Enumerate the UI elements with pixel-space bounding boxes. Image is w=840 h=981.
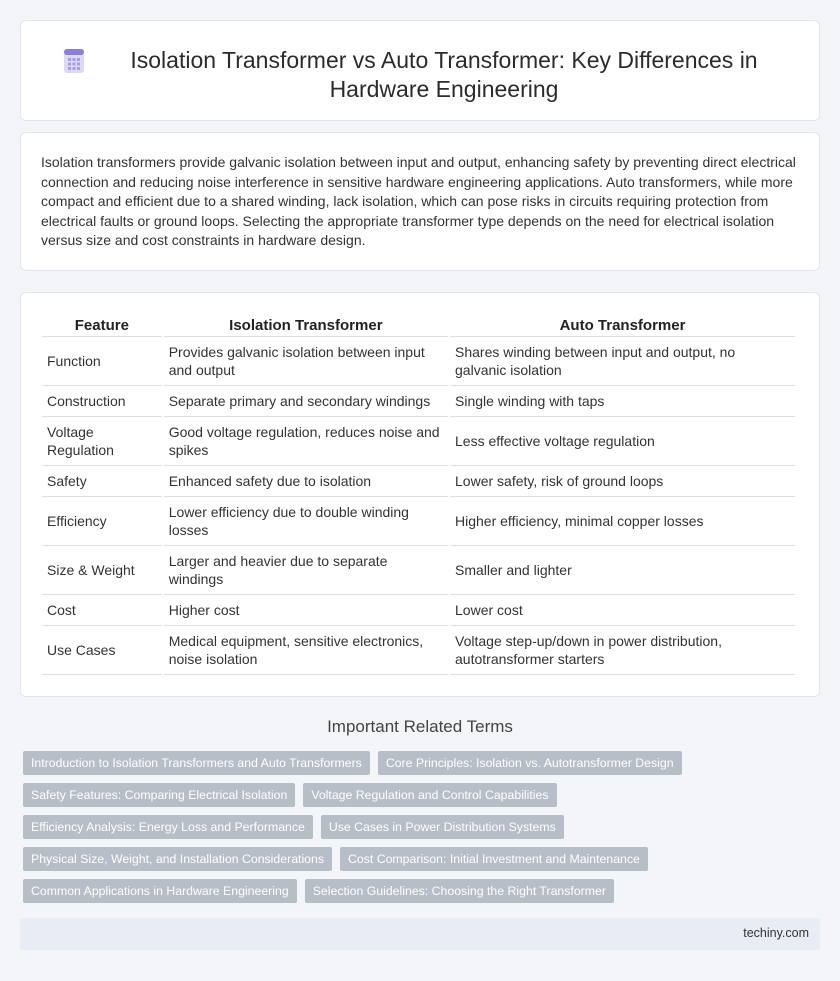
row-feature: Efficiency bbox=[42, 497, 162, 546]
row-isolation-value: Larger and heavier due to separate windings bbox=[164, 546, 448, 595]
tag-row bbox=[23, 879, 803, 903]
intro-card bbox=[20, 132, 820, 271]
related-term-tag[interactable]: Cost Comparison: Initial Investment and Maintenance bbox=[340, 847, 648, 871]
table-header-row bbox=[42, 313, 795, 337]
table-row bbox=[42, 626, 795, 675]
table-row bbox=[42, 595, 795, 626]
row-auto-value: Less effective voltage regulation bbox=[450, 417, 795, 466]
document-grid-icon bbox=[61, 48, 87, 74]
table-row bbox=[42, 386, 795, 417]
row-auto-value: Lower cost bbox=[450, 595, 795, 626]
comparison-table bbox=[40, 313, 797, 675]
row-feature: Voltage Regulation bbox=[42, 417, 162, 466]
row-isolation-value: Lower efficiency due to double winding losses bbox=[164, 497, 448, 546]
related-term-tag[interactable]: Safety Features: Comparing Electrical Isolation bbox=[23, 783, 295, 807]
row-isolation-value: Medical equipment, sensitive electronics, noise isolation bbox=[164, 626, 448, 675]
page-title: Isolation Transformer vs Auto Transformer: Key Differences in Hardware Engineering bbox=[130, 47, 758, 102]
related-term-tag[interactable]: Selection Guidelines: Choosing the Right Transformer bbox=[305, 879, 614, 903]
footer-bar bbox=[20, 918, 820, 950]
related-term-tag[interactable]: Common Applications in Hardware Engineering bbox=[23, 879, 297, 903]
row-feature: Cost bbox=[42, 595, 162, 626]
row-auto-value: Voltage step-up/down in power distribution, autotransformer starters bbox=[450, 626, 795, 675]
related-terms-heading: Important Related Terms bbox=[327, 717, 513, 736]
related-term-tag[interactable]: Voltage Regulation and Control Capabilities bbox=[303, 783, 556, 807]
footer-site-link[interactable]: techiny.com bbox=[743, 926, 809, 940]
row-isolation-value: Provides galvanic isolation between input and output bbox=[164, 337, 448, 386]
comparison-table-card bbox=[20, 292, 820, 697]
header-card bbox=[20, 20, 820, 121]
related-term-tag[interactable]: Use Cases in Power Distribution Systems bbox=[321, 815, 564, 839]
tag-row bbox=[23, 847, 803, 871]
header-isolation-transformer: Isolation Transformer bbox=[164, 313, 448, 337]
row-isolation-value: Separate primary and secondary windings bbox=[164, 386, 448, 417]
intro-paragraph: Isolation transformers provide galvanic isolation between input and output, enhancing safety by preventing direct electrical connection and reducing noise interference in sensitive hardware engineering applications. Auto transformers, while more compact and efficient due to a shared winding, lack isolation, which can pose risks in circuits requiring protection from electrical faults or ground loops. Selecting the appropriate transformer type depends on the need for electrical isolation versus size and cost constraints in hardware design. bbox=[41, 154, 796, 249]
row-isolation-value: Enhanced safety due to isolation bbox=[164, 466, 448, 497]
table-row bbox=[42, 466, 795, 497]
related-terms-tags bbox=[23, 751, 803, 911]
tag-row bbox=[23, 815, 803, 839]
tag-row bbox=[23, 783, 803, 807]
row-feature: Use Cases bbox=[42, 626, 162, 675]
related-term-tag[interactable]: Physical Size, Weight, and Installation Considerations bbox=[23, 847, 332, 871]
related-term-tag[interactable]: Introduction to Isolation Transformers and Auto Transformers bbox=[23, 751, 370, 775]
row-auto-value: Single winding with taps bbox=[450, 386, 795, 417]
header-auto-transformer: Auto Transformer bbox=[450, 313, 795, 337]
tag-row bbox=[23, 751, 803, 775]
row-auto-value: Shares winding between input and output, no galvanic isolation bbox=[450, 337, 795, 386]
row-auto-value: Higher efficiency, minimal copper losses bbox=[450, 497, 795, 546]
table-row bbox=[42, 497, 795, 546]
row-isolation-value: Higher cost bbox=[164, 595, 448, 626]
row-feature: Function bbox=[42, 337, 162, 386]
header-feature: Feature bbox=[42, 313, 162, 337]
table-row bbox=[42, 417, 795, 466]
row-feature: Size & Weight bbox=[42, 546, 162, 595]
row-feature: Construction bbox=[42, 386, 162, 417]
row-auto-value: Lower safety, risk of ground loops bbox=[450, 466, 795, 497]
row-auto-value: Smaller and lighter bbox=[450, 546, 795, 595]
row-feature: Safety bbox=[42, 466, 162, 497]
table-row bbox=[42, 337, 795, 386]
row-isolation-value: Good voltage regulation, reduces noise and spikes bbox=[164, 417, 448, 466]
related-term-tag[interactable]: Core Principles: Isolation vs. Autotransformer Design bbox=[378, 751, 682, 775]
table-row bbox=[42, 546, 795, 595]
related-term-tag[interactable]: Efficiency Analysis: Energy Loss and Performance bbox=[23, 815, 313, 839]
